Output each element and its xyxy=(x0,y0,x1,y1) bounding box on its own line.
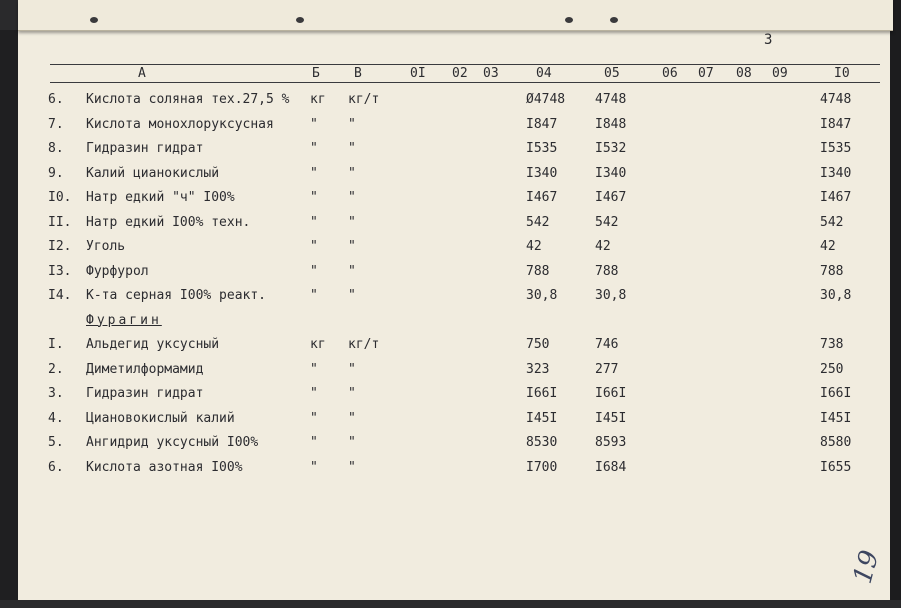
table-row xyxy=(18,90,890,115)
value-05: 542 xyxy=(595,214,619,230)
table-header-rule xyxy=(50,82,880,83)
unit-b: " xyxy=(310,116,318,132)
unit-v: " xyxy=(348,239,356,254)
unit-v: " xyxy=(348,459,356,475)
value-10: 42 xyxy=(820,239,836,254)
row-number: 8. xyxy=(48,141,64,156)
col-header-08: 08 xyxy=(736,66,752,81)
binding-shadow xyxy=(0,30,18,600)
item-name: Кислота монохлоруксусная xyxy=(86,116,274,132)
value-04: 750 xyxy=(526,337,550,352)
unit-v: " xyxy=(348,116,356,132)
value-04: 42 xyxy=(526,239,542,254)
unit-v: " xyxy=(348,410,356,426)
value-10: I45I xyxy=(820,410,852,426)
value-04: I847 xyxy=(526,116,558,132)
value-10: 8580 xyxy=(820,435,852,450)
unit-b: кг xyxy=(310,337,326,352)
value-04: I66I xyxy=(526,386,558,401)
value-05: I532 xyxy=(595,141,627,156)
item-name: Альдегид уксусный xyxy=(86,337,220,352)
item-name: Натр едкий I00% техн. xyxy=(86,214,251,230)
table-top-rule xyxy=(50,64,880,65)
unit-b: " xyxy=(310,435,318,450)
unit-v: " xyxy=(348,361,356,377)
col-header-07: 07 xyxy=(698,66,714,81)
value-10: I340 xyxy=(820,165,852,181)
value-05: I467 xyxy=(595,190,627,205)
col-header-06: 06 xyxy=(662,66,678,81)
value-05: I684 xyxy=(595,459,627,475)
value-04: I45I xyxy=(526,410,558,426)
unit-b: " xyxy=(310,386,318,401)
col-header-04: 04 xyxy=(536,66,552,81)
value-04: 788 xyxy=(526,263,550,279)
value-05: I45I xyxy=(595,410,627,426)
table-row xyxy=(18,286,890,311)
col-header-01: 0I xyxy=(410,66,426,81)
value-05: 42 xyxy=(595,239,611,254)
item-name: Фурфурол xyxy=(86,263,149,279)
value-04: I467 xyxy=(526,190,558,205)
table-row xyxy=(18,335,890,360)
unit-b: " xyxy=(310,141,318,156)
table-row xyxy=(18,164,890,189)
table-row xyxy=(18,213,890,238)
unit-b: кг xyxy=(310,92,326,107)
table-row xyxy=(18,188,890,213)
unit-v: кг/т xyxy=(348,92,380,107)
binding-hole xyxy=(296,17,304,23)
item-name: Уголь xyxy=(86,239,126,254)
row-number: II. xyxy=(48,214,72,230)
value-10: 4748 xyxy=(820,92,852,107)
value-10: I535 xyxy=(820,141,852,156)
row-number: I2. xyxy=(48,239,72,254)
value-05: 30,8 xyxy=(595,288,627,303)
previous-page-edge xyxy=(18,0,893,31)
value-05: I66I xyxy=(595,386,627,401)
page-number: 3 xyxy=(764,32,773,48)
unit-b: " xyxy=(310,214,318,230)
row-number: 2. xyxy=(48,361,64,377)
unit-v: " xyxy=(348,214,356,230)
col-header-a: А xyxy=(138,66,146,81)
col-header-10: I0 xyxy=(834,66,850,81)
row-number: I0. xyxy=(48,190,72,205)
unit-b: " xyxy=(310,239,318,254)
table-row xyxy=(18,458,890,483)
table-row xyxy=(18,262,890,287)
table-row xyxy=(18,384,890,409)
col-header-v: В xyxy=(354,66,362,81)
value-10: 738 xyxy=(820,337,844,352)
value-05: 746 xyxy=(595,337,619,352)
unit-b: " xyxy=(310,410,318,426)
binding-hole xyxy=(565,17,573,23)
value-04: I535 xyxy=(526,141,558,156)
section-title: Фурагин xyxy=(86,312,162,328)
row-number: 4. xyxy=(48,410,64,426)
value-10: 788 xyxy=(820,263,844,279)
row-number: 6. xyxy=(48,459,64,475)
document-page xyxy=(18,28,890,600)
value-04: I700 xyxy=(526,459,558,475)
item-name: Натр едкий "ч" I00% xyxy=(86,190,235,205)
row-number: I4. xyxy=(48,288,72,303)
value-05: 277 xyxy=(595,361,619,377)
unit-v: " xyxy=(348,141,356,156)
value-04: I340 xyxy=(526,165,558,181)
table-row xyxy=(18,360,890,385)
value-05: 8593 xyxy=(595,435,627,450)
unit-v: " xyxy=(348,288,356,303)
row-number: 7. xyxy=(48,116,64,132)
table-row xyxy=(18,433,890,458)
col-header-03: 03 xyxy=(483,66,499,81)
table-body xyxy=(18,90,890,482)
item-name: Циановокислый калий xyxy=(86,410,235,426)
unit-b: " xyxy=(310,361,318,377)
item-name: Ангидрид уксусный I00% xyxy=(86,435,259,450)
value-10: I467 xyxy=(820,190,852,205)
table-row xyxy=(18,237,890,262)
unit-v: " xyxy=(348,190,356,205)
item-name: К-та серная I00% реакт. xyxy=(86,288,267,303)
unit-b: " xyxy=(310,165,318,181)
unit-v: кг/т xyxy=(348,337,380,352)
row-number: 5. xyxy=(48,435,64,450)
value-05: 4748 xyxy=(595,92,627,107)
col-header-b: Б xyxy=(312,66,320,81)
binding-hole xyxy=(610,17,618,23)
value-10: 542 xyxy=(820,214,844,230)
value-10: I655 xyxy=(820,459,852,475)
value-05: 788 xyxy=(595,263,619,279)
unit-v: " xyxy=(348,165,356,181)
value-04: Ø4748 xyxy=(526,92,566,107)
item-name: Кислота соляная тех.27,5 % xyxy=(86,92,290,107)
unit-v: " xyxy=(348,435,356,450)
value-04: 30,8 xyxy=(526,288,558,303)
table-row xyxy=(18,115,890,140)
col-header-02: 02 xyxy=(452,66,468,81)
item-name: Калий цианокислый xyxy=(86,165,220,181)
unit-b: " xyxy=(310,459,318,475)
unit-b: " xyxy=(310,263,318,279)
unit-v: " xyxy=(348,386,356,401)
item-name: Кислота азотная I00% xyxy=(86,459,243,475)
value-04: 323 xyxy=(526,361,550,377)
table-row xyxy=(18,409,890,434)
value-05: I340 xyxy=(595,165,627,181)
value-05: I848 xyxy=(595,116,627,132)
unit-b: " xyxy=(310,190,318,205)
value-04: 8530 xyxy=(526,435,558,450)
section-header-row xyxy=(18,311,890,336)
binding-hole xyxy=(90,17,98,23)
row-number: I3. xyxy=(48,263,72,279)
unit-v: " xyxy=(348,263,356,279)
unit-b: " xyxy=(310,288,318,303)
item-name: Диметилформамид xyxy=(86,361,204,377)
row-number: I. xyxy=(48,337,64,352)
col-header-05: 05 xyxy=(604,66,620,81)
row-number: 9. xyxy=(48,165,64,181)
col-header-09: 09 xyxy=(772,66,788,81)
row-number: 3. xyxy=(48,386,64,401)
item-name: Гидразин гидрат xyxy=(86,141,204,156)
value-10: 250 xyxy=(820,361,844,377)
page-right-edge xyxy=(890,0,901,600)
item-name: Гидразин гидрат xyxy=(86,386,204,401)
value-10: I66I xyxy=(820,386,852,401)
table-row xyxy=(18,139,890,164)
row-number: 6. xyxy=(48,92,64,107)
value-10: I847 xyxy=(820,116,852,132)
handwritten-mark: 19 xyxy=(847,547,886,587)
value-04: 542 xyxy=(526,214,550,230)
value-10: 30,8 xyxy=(820,288,852,303)
